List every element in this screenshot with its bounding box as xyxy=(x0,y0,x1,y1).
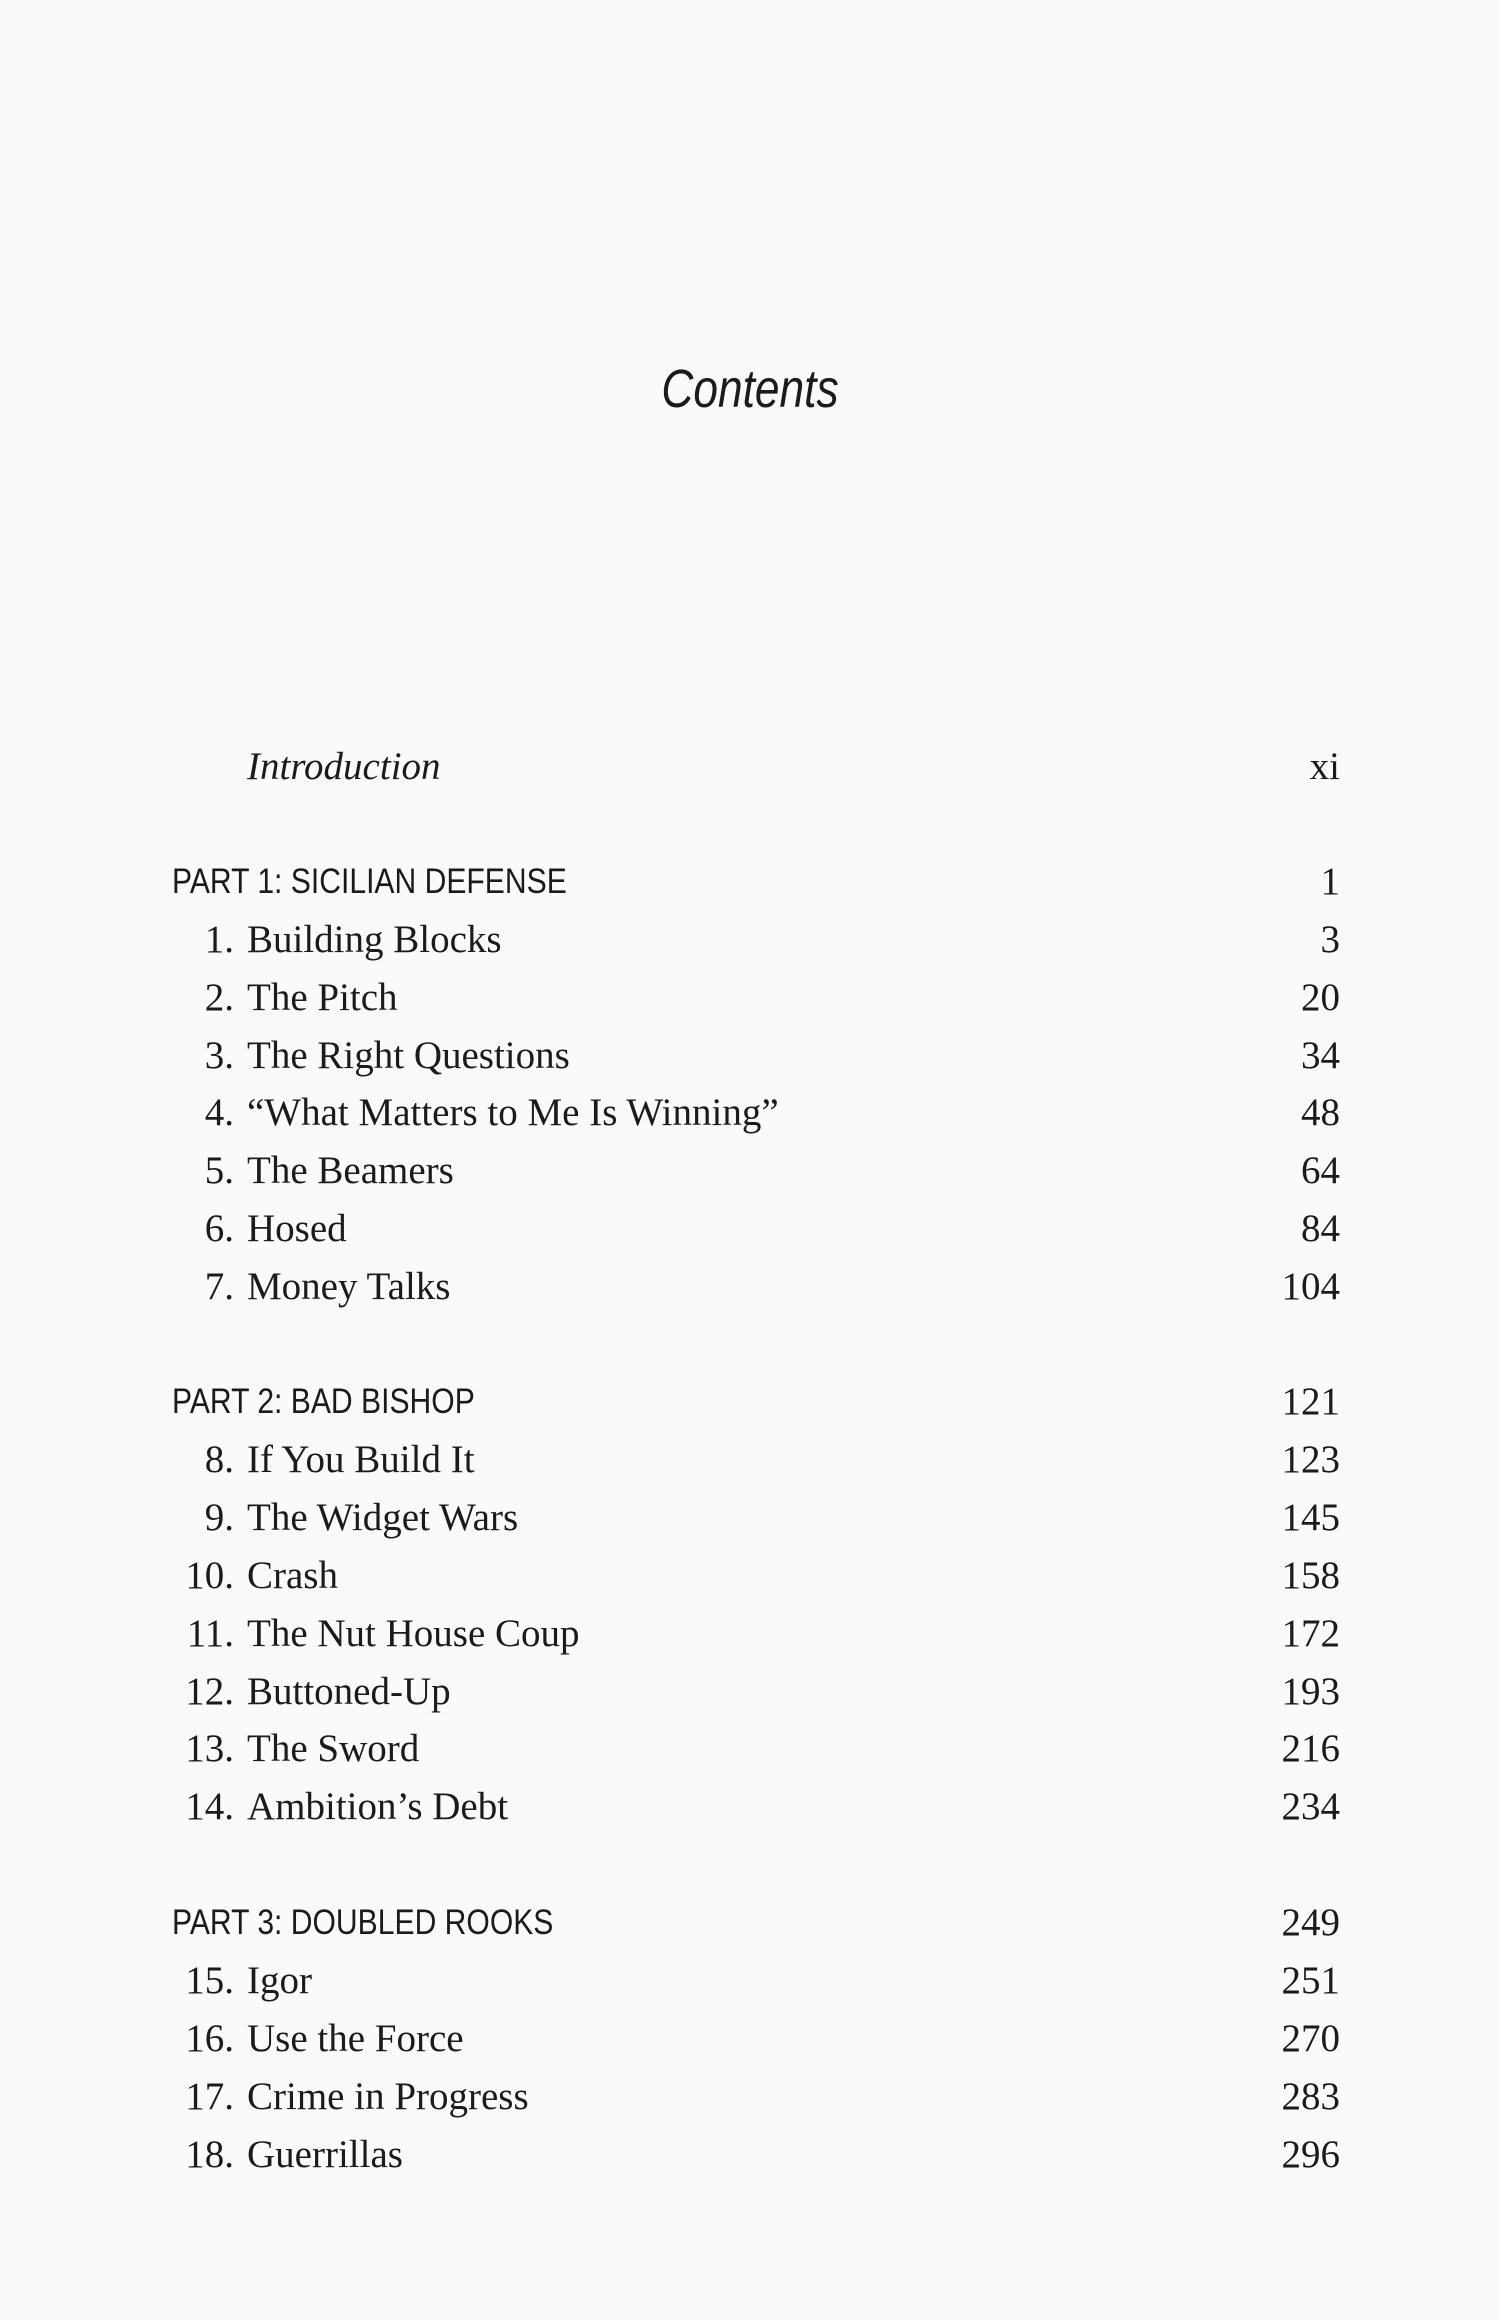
toc-entry xyxy=(172,1258,1340,1316)
page-number: 104 xyxy=(1281,1265,1340,1308)
chapter-number: 11. xyxy=(186,1612,234,1655)
chapter-number: 18. xyxy=(185,2133,234,2176)
chapter-number: 17. xyxy=(185,2075,234,2118)
toc-entry xyxy=(172,1720,1340,1778)
chapter-number: 2. xyxy=(204,976,234,1019)
chapter-number: 14. xyxy=(185,1785,234,1828)
page-number: 121 xyxy=(1281,1380,1340,1423)
toc-entry xyxy=(172,1778,1340,1836)
chapter-title: If You Build It xyxy=(247,1438,475,1481)
toc-entry xyxy=(172,2010,1340,2068)
toc-entry xyxy=(172,1027,1340,1085)
chapter-title: Crash xyxy=(247,1554,338,1597)
toc-entry xyxy=(172,911,1340,969)
chapter-title: Guerrillas xyxy=(247,2133,403,2176)
part-label: PART 2: BAD BISHOP xyxy=(172,1382,475,1421)
chapter-title: Crime in Progress xyxy=(247,2075,529,2118)
part-heading xyxy=(172,853,1340,911)
toc-entry xyxy=(172,1547,1340,1605)
toc-entry xyxy=(172,2068,1340,2126)
chapter-title: Hosed xyxy=(247,1207,347,1250)
page-number: 193 xyxy=(1281,1670,1340,1713)
toc-introduction xyxy=(172,738,1340,796)
chapter-title: “What Matters to Me Is Winning” xyxy=(247,1091,779,1134)
chapter-title: Money Talks xyxy=(247,1265,451,1308)
page-number: 283 xyxy=(1281,2075,1340,2118)
chapter-number: 4. xyxy=(204,1091,234,1134)
page-number: 296 xyxy=(1281,2133,1340,2176)
toc-entry xyxy=(172,1200,1340,1258)
toc-entry xyxy=(172,1952,1340,2010)
page-number: 3 xyxy=(1320,918,1340,961)
toc-entry xyxy=(172,1084,1340,1142)
toc-entry xyxy=(172,1489,1340,1547)
page-number: 123 xyxy=(1281,1438,1340,1481)
chapter-number: 12. xyxy=(185,1670,234,1713)
chapter-number: 1. xyxy=(204,918,234,961)
page-number: 1 xyxy=(1320,860,1340,903)
chapter-title: The Pitch xyxy=(247,976,398,1019)
chapter-number: 6. xyxy=(204,1207,234,1250)
page-number: 234 xyxy=(1281,1785,1340,1828)
chapter-number: 3. xyxy=(204,1034,234,1077)
page-number: 172 xyxy=(1281,1612,1340,1655)
chapter-number: 15. xyxy=(185,1959,234,2002)
page-number: 216 xyxy=(1281,1727,1340,1770)
chapter-title: Building Blocks xyxy=(247,918,502,961)
toc-entry xyxy=(172,1663,1340,1721)
part-heading xyxy=(172,1373,1340,1431)
chapter-title: Ambition’s Debt xyxy=(247,1785,509,1828)
toc-entry xyxy=(172,2126,1340,2184)
page-number: 84 xyxy=(1301,1207,1340,1250)
page-number: 158 xyxy=(1281,1554,1340,1597)
chapter-title: The Widget Wars xyxy=(247,1496,519,1539)
page-number: 270 xyxy=(1281,2017,1340,2060)
page-number: 249 xyxy=(1281,1901,1340,1944)
chapter-number: 10. xyxy=(185,1554,234,1597)
page-title: Contents xyxy=(661,359,839,419)
page-number: xi xyxy=(1309,745,1340,788)
toc-entry xyxy=(172,969,1340,1027)
page-number: 20 xyxy=(1301,976,1340,1019)
chapter-number: 8. xyxy=(204,1438,234,1481)
page-number: 145 xyxy=(1281,1496,1340,1539)
page-number: 34 xyxy=(1301,1034,1340,1077)
chapter-number: 7. xyxy=(204,1265,234,1308)
page-number: 251 xyxy=(1281,1959,1340,2002)
toc-entry xyxy=(172,1142,1340,1200)
page-number: 64 xyxy=(1301,1149,1340,1192)
chapter-title: The Nut House Coup xyxy=(247,1612,580,1655)
chapter-number: 5. xyxy=(204,1149,234,1192)
chapter-number: 16. xyxy=(185,2017,234,2060)
chapter-title: Buttoned-Up xyxy=(247,1670,451,1713)
chapter-number: 9. xyxy=(204,1496,234,1539)
page-number: 48 xyxy=(1301,1091,1340,1134)
chapter-number: 13. xyxy=(185,1727,234,1770)
toc-entry xyxy=(172,1431,1340,1489)
part-label: PART 1: SICILIAN DEFENSE xyxy=(172,862,567,901)
chapter-title: The Right Questions xyxy=(247,1034,570,1077)
part-heading xyxy=(172,1894,1340,1952)
chapter-title: The Beamers xyxy=(247,1149,454,1192)
chapter-title: Igor xyxy=(247,1959,312,2002)
part-label: PART 3: DOUBLED ROOKS xyxy=(172,1903,554,1942)
introduction-label: Introduction xyxy=(247,745,441,788)
chapter-title: Use the Force xyxy=(247,2017,464,2060)
toc-entry xyxy=(172,1605,1340,1663)
chapter-title: The Sword xyxy=(247,1727,420,1770)
